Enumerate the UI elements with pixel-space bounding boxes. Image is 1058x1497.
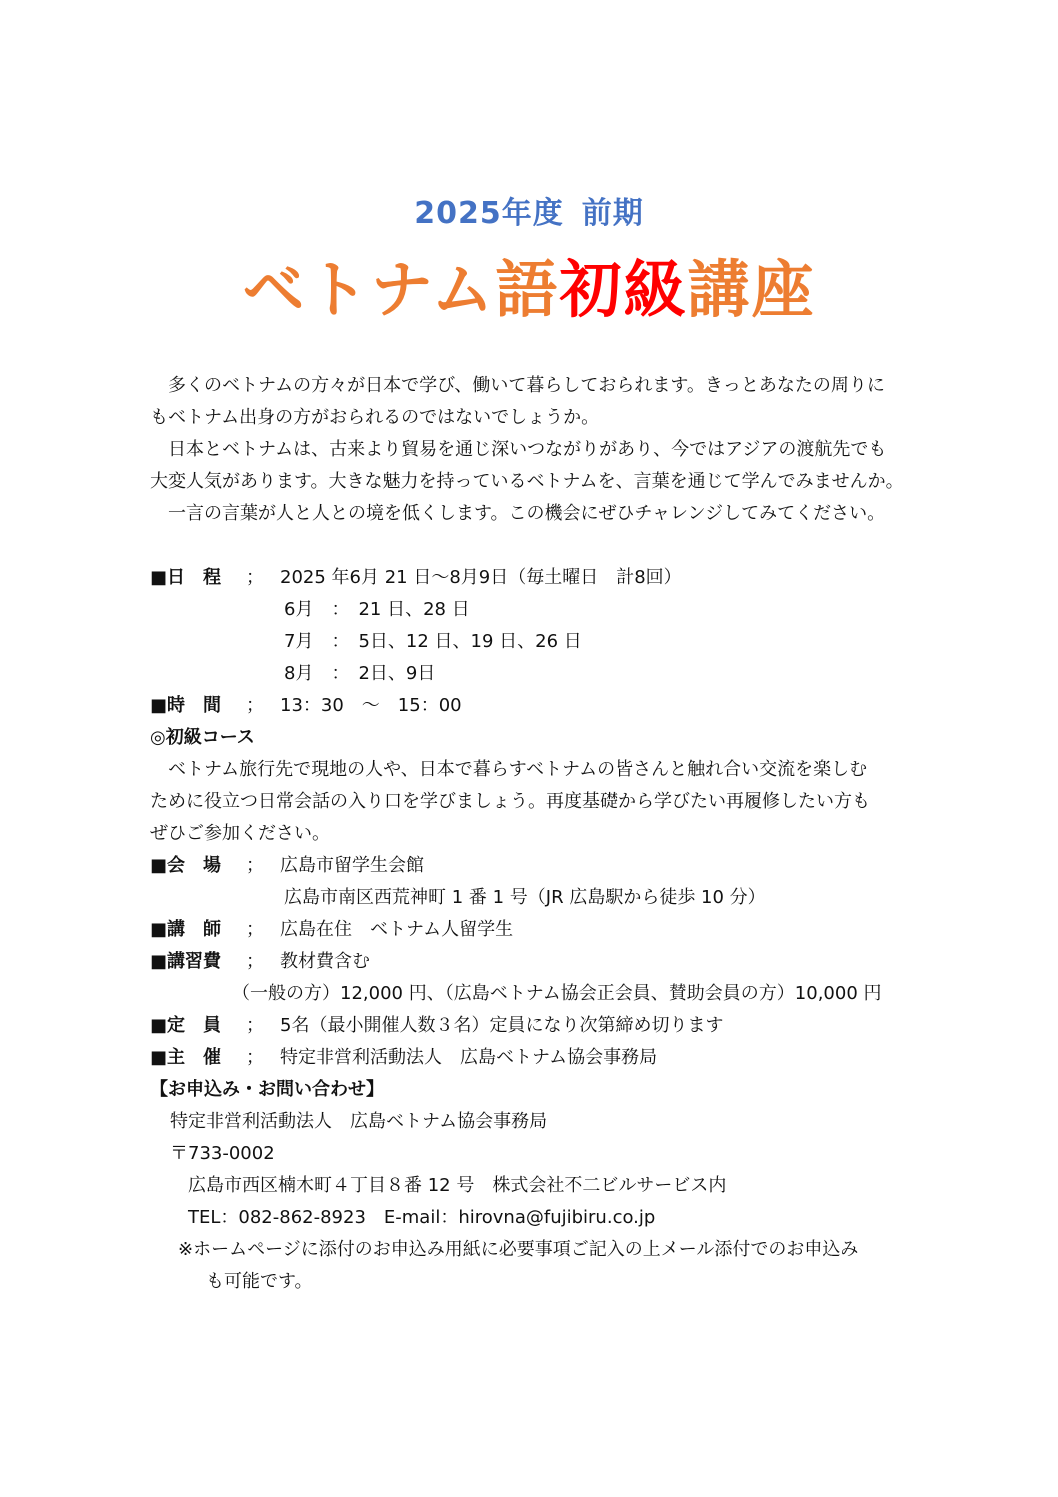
teacher-value: 広島在住 ベトナム人留学生 (280, 919, 514, 940)
organizer-label: ■主 催 (150, 1047, 222, 1068)
title-part-course: 講座 (687, 253, 816, 326)
teacher-label: ■講 師 (150, 919, 222, 940)
intro-line: もベトナム出身の方がおられるのではないでしょうか。 (150, 407, 600, 428)
fee-label: ■講習費 (150, 951, 222, 972)
venue-row: ■会 場 ； 広島市留学生会館 (150, 850, 424, 882)
intro-line: 多くのベトナムの方々が日本で学び、働いて暮らしておられます。きっとあなたの周りに (168, 375, 885, 396)
contact-address: 広島市西区楠木町４丁目８番 12 号 株式会社不二ビルサービス内 (188, 1175, 727, 1196)
course-line: ぜひご参加ください。 (150, 823, 330, 844)
schedule-value: 2025 年6月 21 日～8月9日（毎土曜日 計8回） (280, 567, 682, 588)
page-title (0, 252, 1058, 328)
time-label: ■時 間 (150, 695, 222, 716)
contact-org: 特定非営利活動法人 広島ベトナム協会事務局 (170, 1111, 548, 1132)
fee-detail: （一般の方）12,000 円、（広島ベトナム協会正会員、賛助会員の方）10,000 円 (232, 983, 882, 1004)
year-label: 2025年度 (414, 196, 564, 231)
fee-row: ■講習費 ； 教材費含む (150, 946, 370, 978)
contact-note: ※ホームページに添付のお申込み用紙に必要事項ご記入の上メール添付でのお申込み (178, 1239, 859, 1260)
header-subtitle (0, 188, 1058, 232)
contact-tel-email: TEL：082-862-8923 E-mail：hirovna@fujibiru.co.jp (188, 1207, 656, 1228)
venue-address: 広島市南区西荒神町 1 番 1 号（JR 広島駅から徒歩 10 分） (284, 887, 766, 908)
title-part-level: 初級 (559, 253, 688, 326)
schedule-august: 8月 ： 2日、9日 (284, 663, 436, 684)
intro-line: 一言の言葉が人と人との境を低くします。この機会にぜひチャレンジしてみてください。 (168, 503, 886, 524)
schedule-row: ■日 程 ； 2025 年6月 21 日～8月9日（毎土曜日 計8回） (150, 562, 682, 594)
organizer-value: 特定非営利活動法人 広島ベトナム協会事務局 (280, 1047, 658, 1068)
intro-line: 大変人気があります。大きな魅力を持っているベトナムを、言葉を通じて学んでみませんか。 (150, 471, 904, 492)
contact-heading: 【お申込み・お問い合わせ】 (150, 1079, 384, 1100)
capacity-row: ■定 員 ； 5名（最小開催人数３名）定員になり次第締め切ります (150, 1010, 723, 1042)
schedule-label: ■日 程 (150, 567, 222, 588)
fee-value: 教材費含む (280, 951, 370, 972)
intro-line: 日本とベトナムは、古来より貿易を通じ深いつながりがあり、今ではアジアの渡航先でも (168, 439, 887, 460)
teacher-row: ■講 師 ； 広島在住 ベトナム人留学生 (150, 914, 513, 946)
venue-value: 広島市留学生会館 (280, 855, 424, 876)
course-line: ベトナム旅行先で現地の人や、日本で暮らすベトナムの皆さんと触れ合い交流を楽しむ (168, 759, 868, 780)
venue-label: ■会 場 (150, 855, 222, 876)
contact-note: も可能です。 (206, 1271, 313, 1292)
schedule-july: 7月 ： 5日、12 日、19 日、26 日 (284, 631, 582, 652)
capacity-label: ■定 員 (150, 1015, 222, 1036)
time-value: 13：30 ～ 15：00 (280, 695, 462, 716)
term-label: 前期 (581, 196, 644, 231)
course-line: ために役立つ日常会話の入り口を学びましょう。再度基礎から学びたい再履修したい方も (150, 791, 870, 812)
title-part-language: ベトナム語 (242, 253, 560, 326)
capacity-value: 5名（最小開催人数３名）定員になり次第締め切ります (280, 1015, 724, 1036)
organizer-row: ■主 催 ； 特定非営利活動法人 広島ベトナム協会事務局 (150, 1042, 657, 1074)
course-heading: ◎初級コース (150, 727, 255, 748)
schedule-june: 6月 ： 21 日、28 日 (284, 599, 470, 620)
time-row: ■時 間 ； 13：30 ～ 15：00 (150, 690, 462, 722)
contact-postal: 〒733-0002 (170, 1143, 275, 1164)
